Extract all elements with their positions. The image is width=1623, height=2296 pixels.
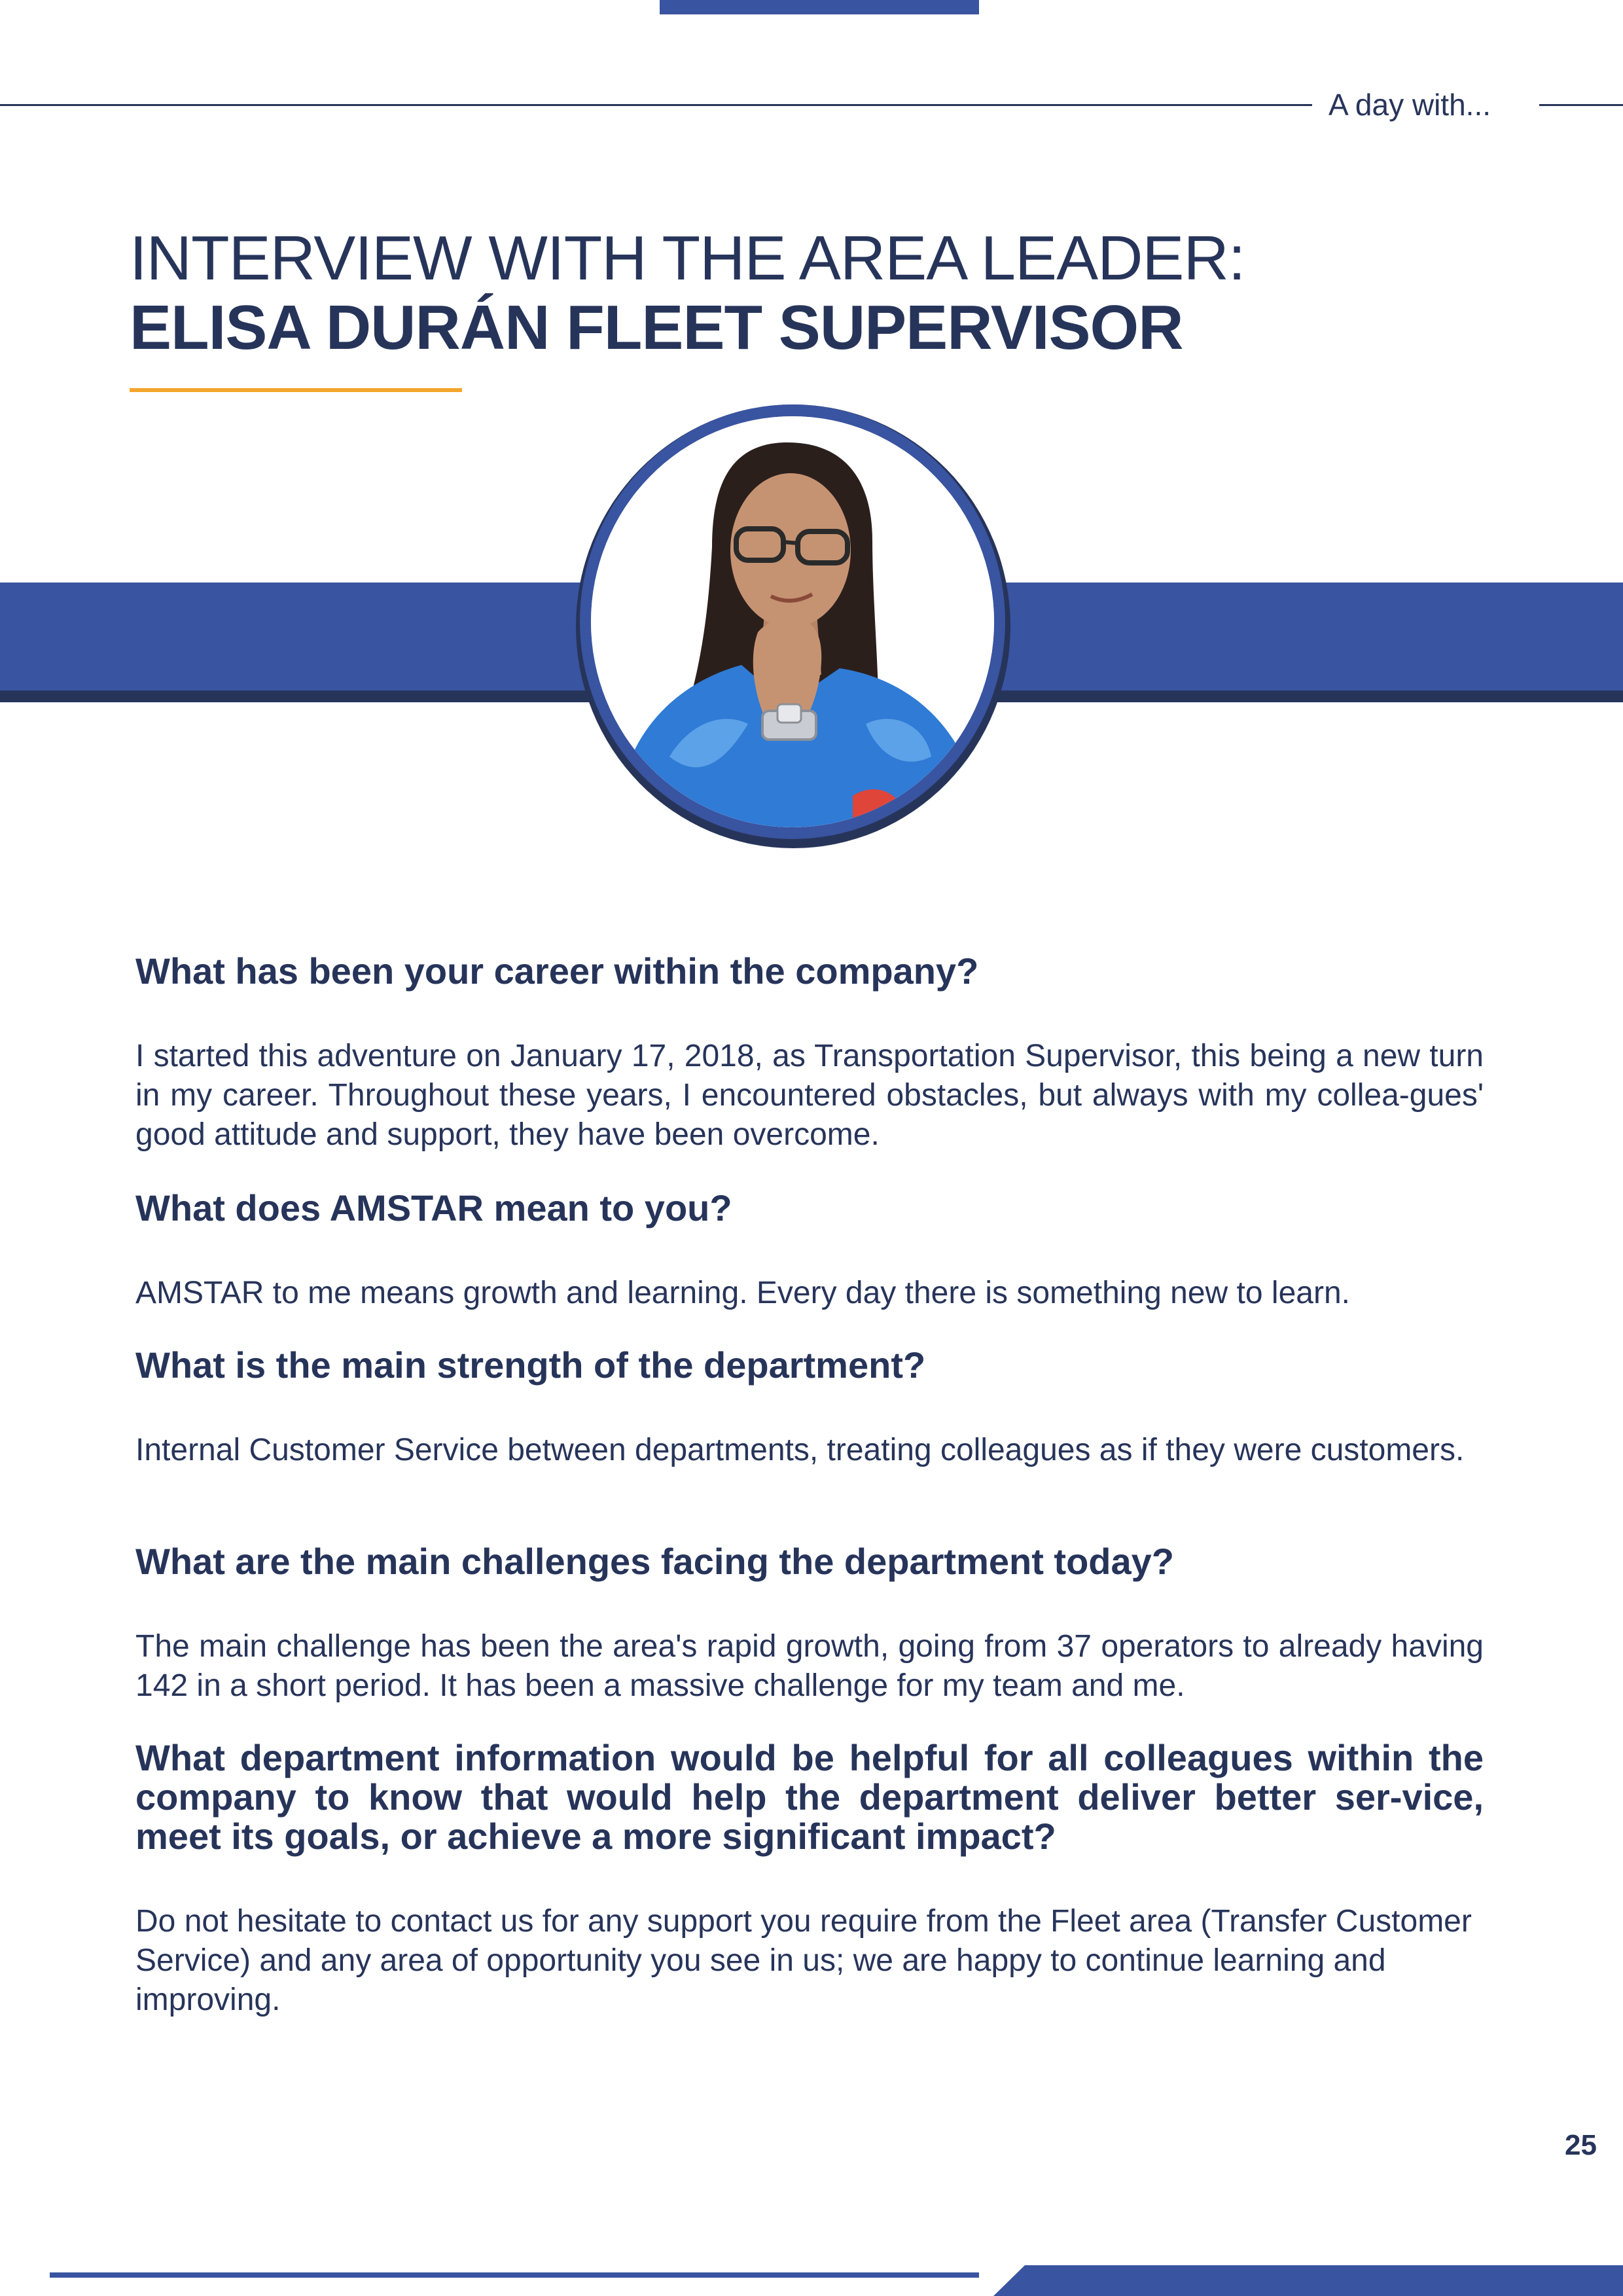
question-5: What department information would be helpful for all colleagues within the company to know that would help the department deliver better ser-vice, meet its goals, or achieve a more significant impact? — [135, 1737, 1484, 1857]
page-number: 25 — [1565, 2129, 1597, 2161]
answer-4: The main challenge has been the area's rapid growth, going from 37 operators to already having 142 in a short period. It has been a massive challenge for my team and me. — [135, 1629, 1484, 1703]
answer-5: Do not hesitate to contact us for any support you require from the Fleet area (Transfer Customer Service) and any area of opportunity you see in us; we are happy to continue learning and improving. — [135, 1904, 1472, 2017]
footer-rule — [50, 2272, 979, 2278]
portrait-photo — [591, 416, 994, 827]
question-3: What is the main strength of the department? — [135, 1344, 926, 1386]
section-label: A day with... — [1329, 88, 1491, 122]
answer-1: I started this adventure on January 17, 2018, as Transportation Supervisor, this being a new turn in my career. Throughout these years, I encountered obstacles, but always with my collea-gues' good attitude and support, they have been overcome. — [135, 1039, 1484, 1152]
question-1: What has been your career within the company? — [135, 950, 979, 992]
answer-3: Internal Customer Service between departments, treating colleagues as if they were customers. — [135, 1433, 1465, 1467]
portrait-illustration — [591, 416, 994, 827]
question-4: What are the main challenges facing the department today? — [135, 1541, 1174, 1582]
answer-2: AMSTAR to me means growth and learning. Every day there is something new to learn. — [135, 1276, 1350, 1310]
header-rule-left — [0, 104, 1312, 106]
header-rule-right — [1539, 104, 1623, 106]
page-title-line2: ELISA DURÁN FLEET SUPERVISOR — [130, 293, 1183, 363]
footer-tab-decoration — [993, 2265, 1623, 2296]
title-underline — [130, 388, 462, 392]
question-2: What does AMSTAR mean to you? — [135, 1187, 732, 1229]
page-title-line1: INTERVIEW WITH THE AREA LEADER: — [130, 223, 1245, 293]
top-tab-decoration — [660, 0, 979, 14]
